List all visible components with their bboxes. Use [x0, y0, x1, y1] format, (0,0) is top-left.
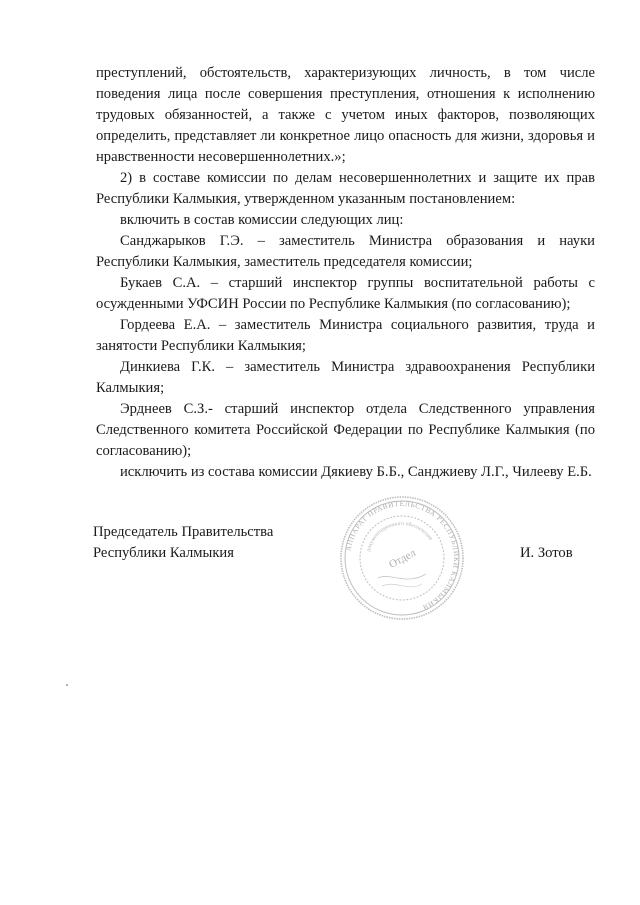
- official-seal-stamp: [338, 494, 466, 622]
- member-gordeeva: Гордеева Е.А. – заместитель Министра социального развития, труда и занятости Республики Калмыкия;: [96, 317, 595, 354]
- signatory-title-line2: Республики Калмыкия: [93, 545, 234, 561]
- paragraph-continuation: преступлений, обстоятельств, характеризующих личность, в том числе поведения лица после совершения преступления, отношения к исполнению трудовых обязанностей, а также с учетом иных факторов, позволяющих определить, представляет ли конкретное лицо опасность для жизни, здоровья и нравственности несовершеннолетних.»;: [96, 65, 595, 165]
- member-erdneev: Эрднеев С.З.- старший инспектор отдела Следственного управления Следственного комитета Российской Федерации по Республике Калмыкия (по согласованию);: [96, 401, 595, 459]
- signatory-title-line1: Председатель Правительства: [93, 524, 274, 540]
- signatory-name: И. Зотов: [520, 545, 573, 561]
- paragraph-include: включить в состав комиссии следующих лиц:: [120, 212, 404, 228]
- paragraph-exclude: исключить из состава комиссии Дякиеву Б.Б., Санджиеву Л.Г., Чилееву Е.Б.: [120, 464, 592, 480]
- member-sandzharykov: Санджарыков Г.Э. – заместитель Министра образования и науки Республики Калмыкия, заместитель председателя комиссии;: [96, 233, 595, 270]
- svg-text:документационного обеспечения: документационного обеспечения: [365, 520, 434, 553]
- scan-speck: [66, 684, 68, 686]
- svg-text:АППАРАТ ПРАВИТЕЛЬСТВА РЕСПУБЛИ: АППАРАТ ПРАВИТЕЛЬСТВА РЕСПУБЛИКИ КАЛМЫКИЯ: [343, 498, 462, 613]
- paragraph-item-2: 2) в составе комиссии по делам несовершеннолетних и защите их прав Республики Калмыкия, утвержденном указанным постановлением:: [96, 170, 595, 207]
- member-dinkieva: Динкиева Г.К. – заместитель Министра здравоохранения Республики Калмыкия;: [96, 359, 595, 396]
- document-body: [96, 63, 595, 483]
- svg-text:Отдел: Отдел: [387, 546, 418, 571]
- member-bukaev: Букаев С.А. – старший инспектор группы воспитательной работы с осужденными УФСИН России по Республике Калмыкия (по согласованию);: [96, 275, 595, 312]
- signatory-title: [93, 522, 333, 564]
